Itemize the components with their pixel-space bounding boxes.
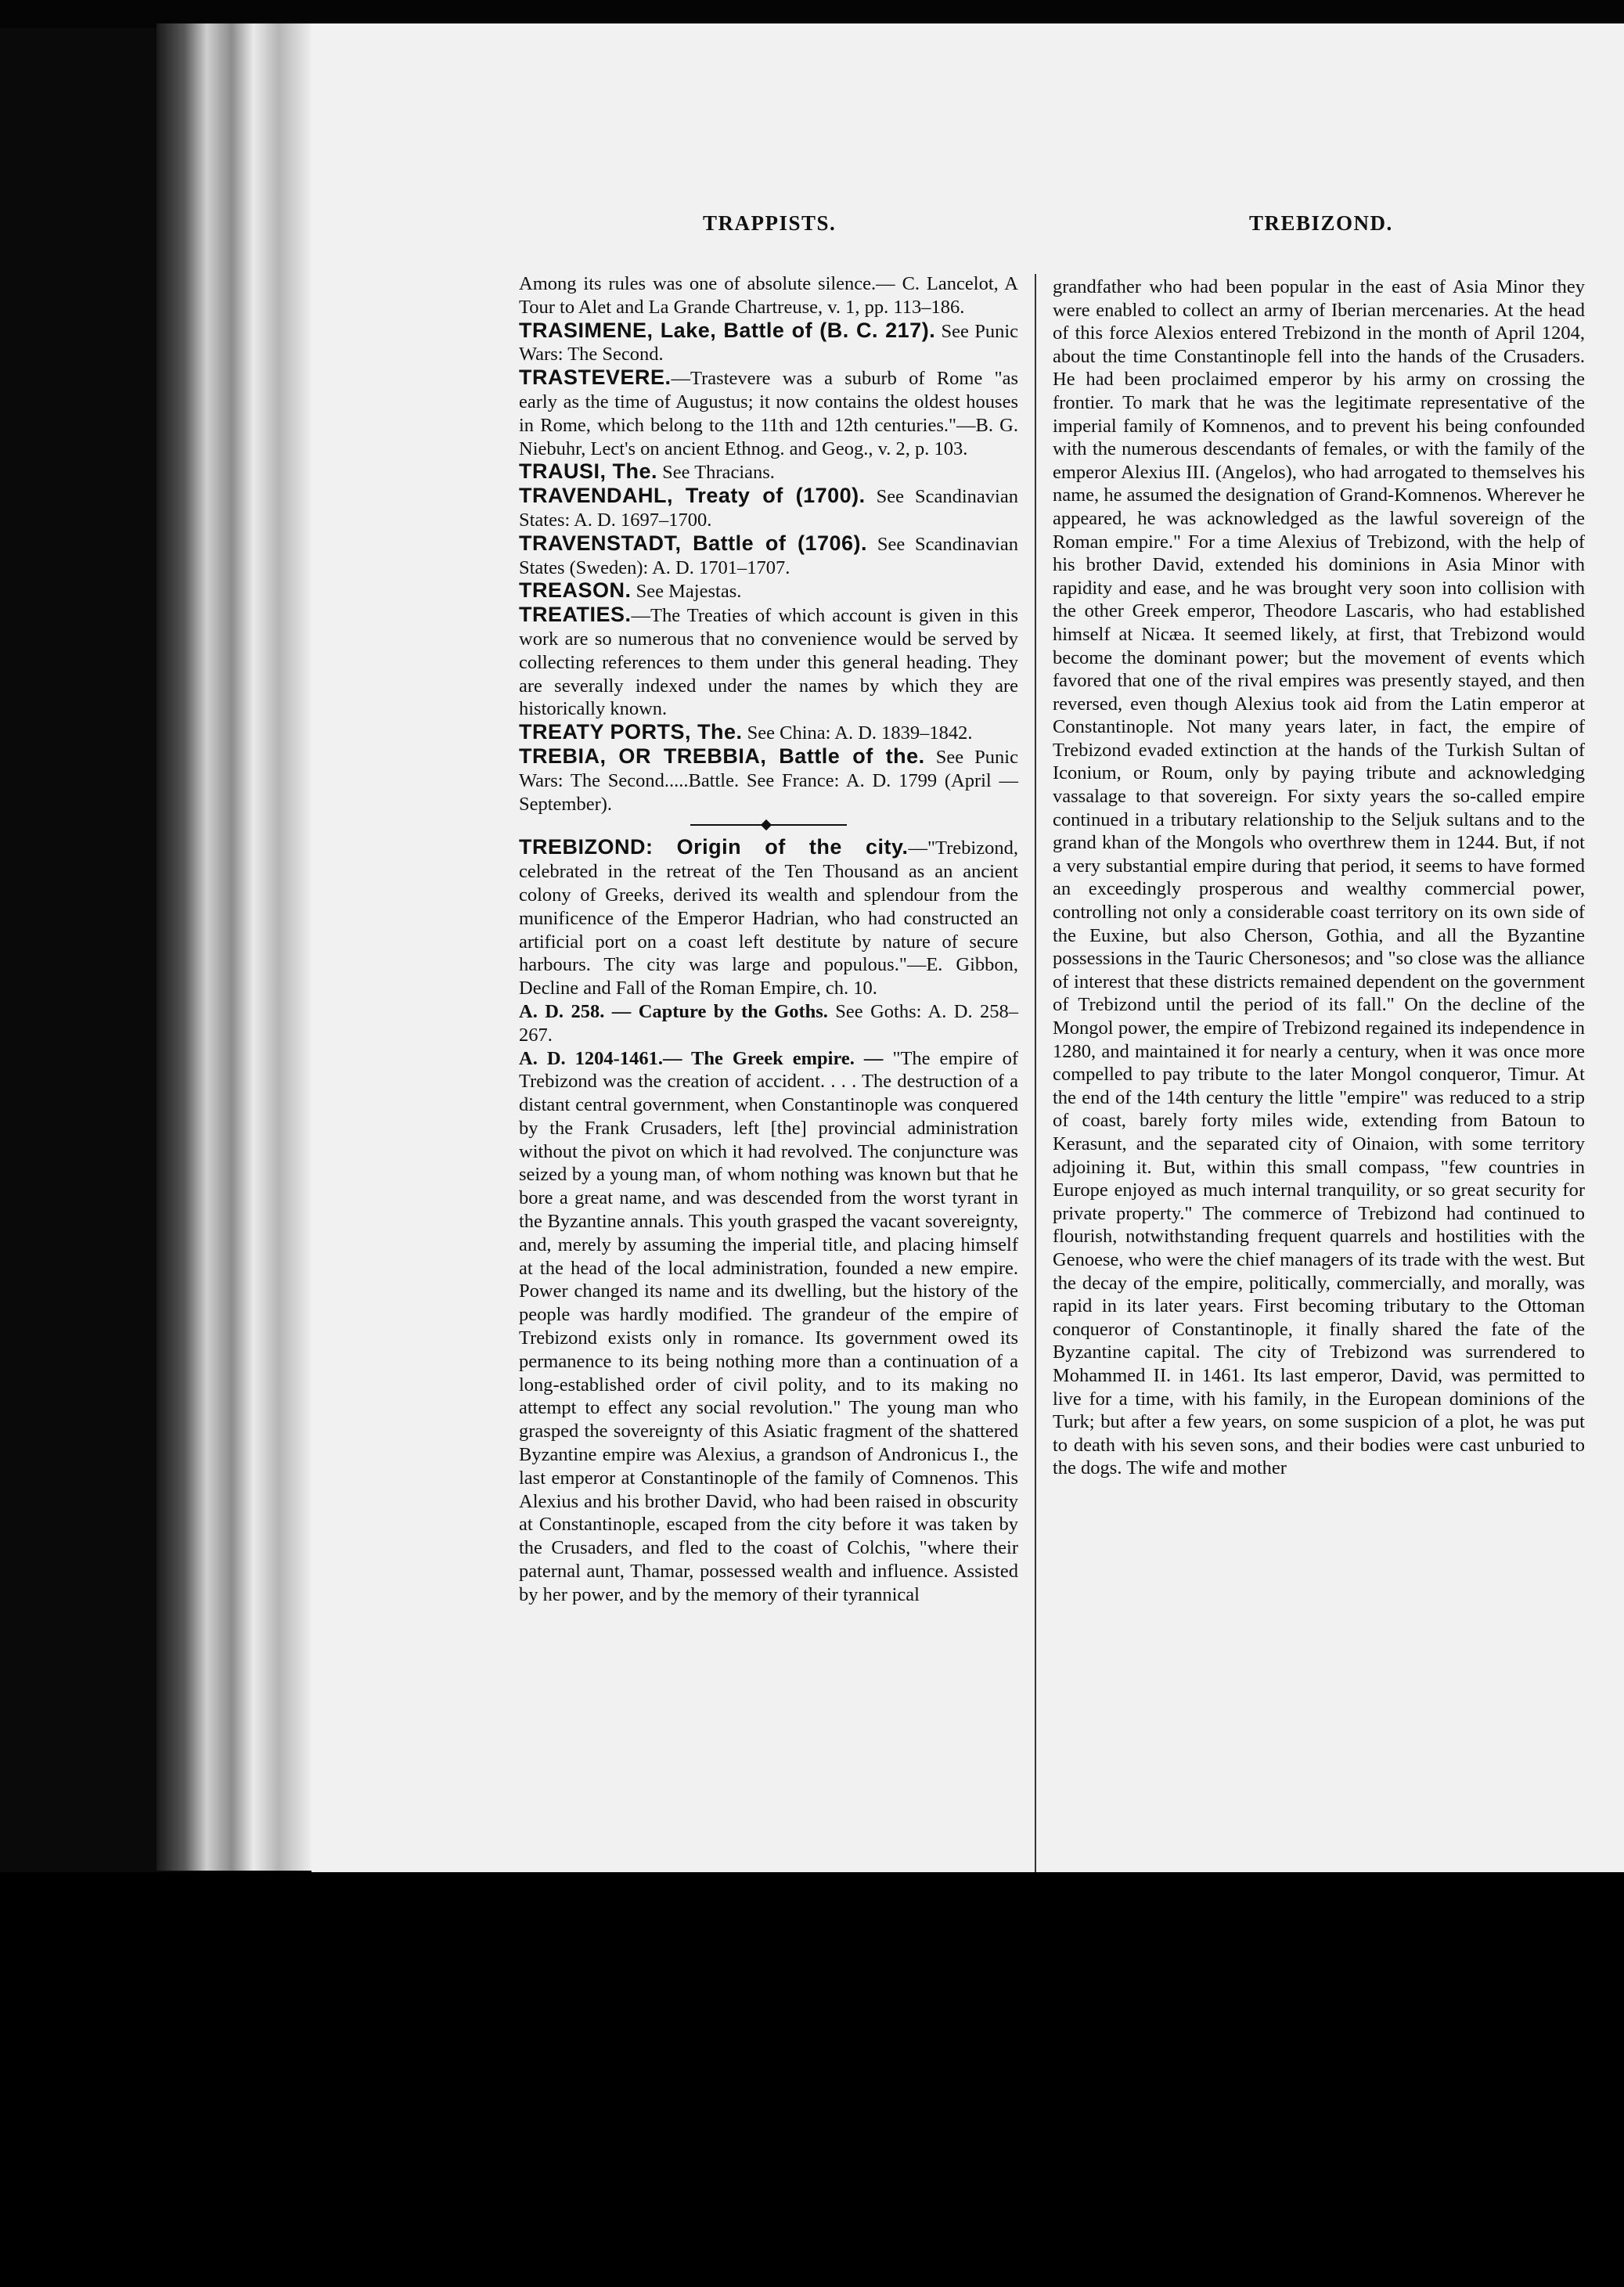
column-divider <box>1035 274 1036 1958</box>
entry-treaties: TREATIES.—The Treaties of which account is given in this work are so numerous that no convenience would be served by collecting references to them under this general heading. They are severally indexed under the names by which they are historically known. <box>519 603 1018 720</box>
entry-heading: TRASTEVERE. <box>519 366 672 390</box>
running-header-right: TREBIZOND. <box>1249 211 1393 235</box>
right-column <box>1053 276 1585 1480</box>
left-column <box>519 272 1018 1607</box>
entry-treason: TREASON. See Majestas. <box>519 578 742 603</box>
subentry-heading: A. D. 1204-1461.— The Greek empire. — <box>519 1047 884 1069</box>
entry-travendahl: TRAVENDAHL, Treaty of (1700). See Scandinavian States: A. D. 1697–1700. <box>519 484 1018 531</box>
entry-trausi: TRAUSI, The. See Thracians. <box>519 459 775 484</box>
entry-travenstadt: TRAVENSTADT, Battle of (1706). See Scandinavian States (Sweden): A. D. 1701–1707. <box>519 531 1018 578</box>
entry-trasimene: TRASIMENE, Lake, Battle of (B. C. 217). See Punic Wars: The Second. <box>519 318 1019 366</box>
entry-heading: TREBIZOND: Origin of the city. <box>519 835 909 859</box>
entry-heading: TREATIES. <box>519 603 632 627</box>
subentry-heading: A. D. 258. — Capture by the Goths. <box>519 1000 828 1022</box>
entry-heading: TREASON. <box>519 578 632 603</box>
entry-trebia: TREBIA, OR TREBBIA, Battle of the. See Punic Wars: The Second.....Battle. See France: A. D. 1799 (April — September). <box>519 744 1018 815</box>
scan-bottom-edge <box>0 1872 1624 2287</box>
entry-trebizond-1204: A. D. 1204-1461.— The Greek empire. — "The empire of Trebizond was the creation of accident. . . . The destruction of a distant central government, when Constantinople was conquered by the Frank Crusaders, left [the] provincial administration without the pivot on which it had revolved. The conjuncture was seized by a young man, of whom nothing was known but that he bore a great name, and was descended from the worst tyrant in the Byzantine annals. This youth grasped the vacant sovereignty, and, merely by assuming the imperial title, and placing himself at the head of the local administration, founded a new empire. Power changed its name and its dwelling, but the history of the people was hardly modified. The grandeur of the empire of Trebizond exists only in romance. Its government owed its permanence to its being nothing more than a continuation of a long-established order of civil polity, and to its making no attempt to effect any social revolution." The young man who grasped the sovereignty of this Asiatic fragment of the shattered Byzantine empire was Alexius, a grandson of Andronicus I., the last emperor at Constantinople of the family of Comnenos. This Alexius and his brother David, who had been raised in obscurity at Constantinople, escaped from the city before it was taken by the Crusaders, and fled to the coast of Colchis, "where their paternal aunt, Thamar, possessed wealth and influence. Assisted by her power, and by the memory of their tyrannical <box>519 1047 1018 1605</box>
entry-heading: TREATY PORTS, The. <box>519 720 743 744</box>
entry-trastevere: TRASTEVERE.—Trastevere was a suburb of Rome "as early as the time of Augustus; it now contains the oldest houses in Rome, which belong to the 11th and 12th centuries."—B. G. Niebuhr, Lect's on ancient Ethnog. and Geog., v. 2, p. 103. <box>519 366 1018 459</box>
running-header-left: TRAPPISTS. <box>703 211 837 235</box>
entry-heading: TRAUSI, The. <box>519 459 658 484</box>
entry-treaty-ports: TREATY PORTS, The. See China: A. D. 1839–1842. <box>519 720 973 744</box>
entry-trappists-end: Among its rules was one of absolute silence.— C. Lancelot, A Tour to Alet and La Grande Chartreuse, v. 1, pp. 113–186. <box>519 273 1018 318</box>
entry-heading: TREBIA, OR TREBBIA, Battle of the. <box>519 744 925 768</box>
entry-heading: TRASIMENE, Lake, Battle of (B. C. 217). <box>519 318 936 342</box>
entry-heading: TRAVENDAHL, Treaty of (1700). <box>519 484 866 508</box>
entry-trebizond-258: A. D. 258. — Capture by the Goths. See Goths: A. D. 258–267. <box>519 1000 1018 1046</box>
book-binding-edge <box>157 23 313 1871</box>
right-column-text: grandfather who had been popular in the east of Asia Minor they were enabled to collect an army of Iberian mercenaries. At the head of this force Alexios entered Trebizond in the month of April 1204, about the time Constantinople fell into the hands of the Crusaders. He had been proclaimed emperor by his army on crossing the frontier. To mark that he was the legitimate representative of the imperial family of Komnenos, and to prevent his being confounded with the numerous descendants of females, or with the family of the emperor Alexius III. (Angelos), who had arrogated to themselves his name, he assumed the designation of Grand-Komnenos. Wherever he appeared, he was acknowledged as the lawful sovereign of the Roman empire." For a time Alexius of Trebizond, with the help of his brother David, extended his dominions in Asia Minor with rapidity and ease, and he was brought very soon into collision with the other Greek emperor, Theodore Lascaris, who had established himself at Nicæa. It seemed likely, at first, that Trebizond would become the dominant power; but the movement of events which favored that one of the rival empires was presently stayed, and then reversed, even though Alexius took aid from the Latin emperor at Constantinople. Not many years later, in fact, the empire of Trebizond evaded extinction at the hands of the Turkish Sultan of Iconium, or Roum, only by paying tribute and acknowledging vassalage to that sovereign. For sixty years the so-called empire continued in a tributary relationship to the Seljuk sultans and to the grand khan of the Mongols who overthrew them in 1244. But, if not a very substantial empire during that period, it seems to have formed an exceedingly prosperous and wealthy commercial power, controlling not only a considerable coast territory on its own side of the Euxine, but also Cherson, Gothia, and all the Byzantine possessions in the Tauric Chersonesos; and "so close was the alliance of interest that these districts remained dependent on the government of Trebizond until the period of its fall." On the decline of the Mongol power, the empire of Trebizond regained its independence in 1280, and maintained it for nearly a century, when it was once more compelled to pay tribute to the later Mongol conqueror, Timur. At the end of the 14th century the little "empire" was reduced to a strip of coast, barely forty miles wide, extending from Batoun to Kerasunt, and the separated city of Oinaion, with some territory adjoining it. But, within this small compass, "few countries in Europe enjoyed as much internal tranquility, or so great security for private property." The commerce of Trebizond had continued to flourish, notwithstanding frequent quarrels and hostilities with the Genoese, who were the chief managers of its trade with the west. But the decay of the empire, politically, commercially, and morally, was rapid in its later years. First becoming tributary to the Ottoman conqueror of Constantinople, it finally shared the fate of the Byzantine capital. The city of Trebizond was surrendered to Mohammed II. in 1461. Its last emperor, David, was permitted to live for a time, with his family, in the European dominions of the Turk; but after a few years, on some suspicion of a plot, he was put to death with his seven sons, and their bodies were cast unburied to the dogs. The wife and mother <box>1053 276 1585 1479</box>
section-divider-ornament <box>690 820 847 830</box>
entry-heading: TRAVENSTADT, Battle of (1706). <box>519 531 868 555</box>
entry-trebizond-origin: TREBIZOND: Origin of the city.—"Trebizond, celebrated in the retreat of the Ten Thousand as an ancient colony of Greeks, derived its wealth and splendour from the munificence of the Emperor Hadrian, who had constructed an artificial port on a coast left destitute by nature of secure harbours. The city was large and populous."—E. Gibbon, Decline and Fall of the Roman Empire, ch. 10. <box>519 835 1018 999</box>
